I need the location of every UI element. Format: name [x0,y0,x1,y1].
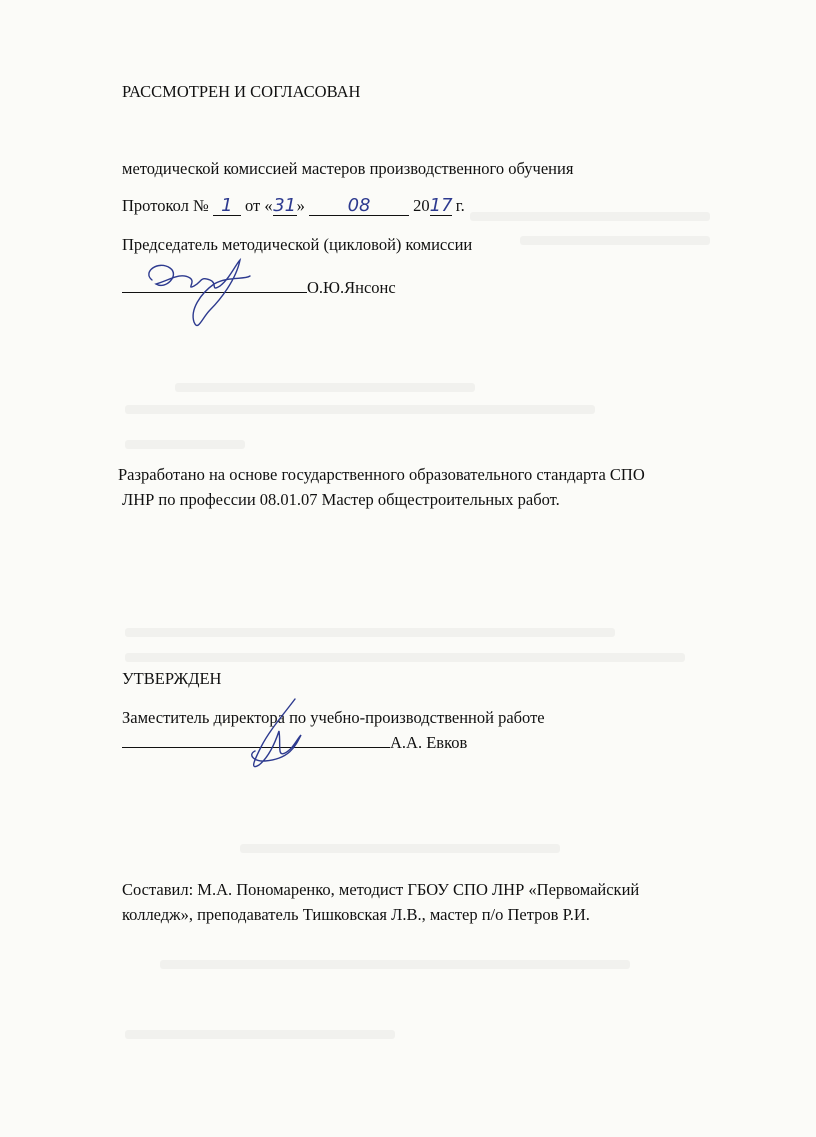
bleed-through-mark [125,653,685,662]
protocol-month: 08 [347,195,371,216]
protocol-day-field [273,197,297,216]
basis-line-2: ЛНР по профессии 08.01.07 Мастер общестроительных работ. [122,490,560,509]
signature-rule [122,276,307,293]
chairman-signature-line [122,276,396,298]
chairman-name: О.Ю.Янсонс [307,278,396,297]
bleed-through-mark [125,1030,395,1039]
deputy-name: А.А. Евков [390,733,468,752]
protocol-year-prefix: 20 [413,196,430,215]
bleed-through-mark [175,383,475,392]
bleed-through-mark [520,236,710,245]
protocol-month-field [309,197,409,216]
protocol-year-field [430,197,452,216]
protocol-number: 1 [221,195,233,216]
basis-line-1: Разработано на основе государственного образовательного стандарта СПО [118,465,645,484]
deputy-signature-line [122,731,467,753]
bleed-through-mark [125,440,245,449]
deputy-title: Заместитель директора по учебно-производственной работе [122,708,545,727]
protocol-number-field [213,197,241,216]
bleed-through-mark [240,844,560,853]
bleed-through-mark [125,405,595,414]
bleed-through-mark [125,628,615,637]
protocol-line [122,196,465,216]
protocol-day: 31 [273,195,297,216]
compiled-line-1: Составил: М.А. Пономаренко, методист ГБОУ СПО ЛНР «Первомайский [122,880,640,899]
protocol-day-close: » [296,196,305,215]
chairman-title: Председатель методической (цикловой) комиссии [122,235,473,254]
approval-heading: РАССМОТРЕН И СОГЛАСОВАН [122,82,361,101]
protocol-prefix: Протокол № [122,196,209,215]
protocol-year-unit: г. [455,196,465,215]
commission-line: методической комиссией мастеров производственного обучения [122,159,574,178]
protocol-year-suffix: 17 [429,195,453,216]
bleed-through-mark [160,960,630,969]
approved-heading: УТВЕРЖДЕН [122,669,222,688]
signature-rule [122,731,390,748]
compiled-line-2: колледж», преподаватель Тишковская Л.В., мастер п/о Петров Р.И. [122,905,590,924]
protocol-from: от « [245,196,273,215]
bleed-through-mark [470,212,710,221]
